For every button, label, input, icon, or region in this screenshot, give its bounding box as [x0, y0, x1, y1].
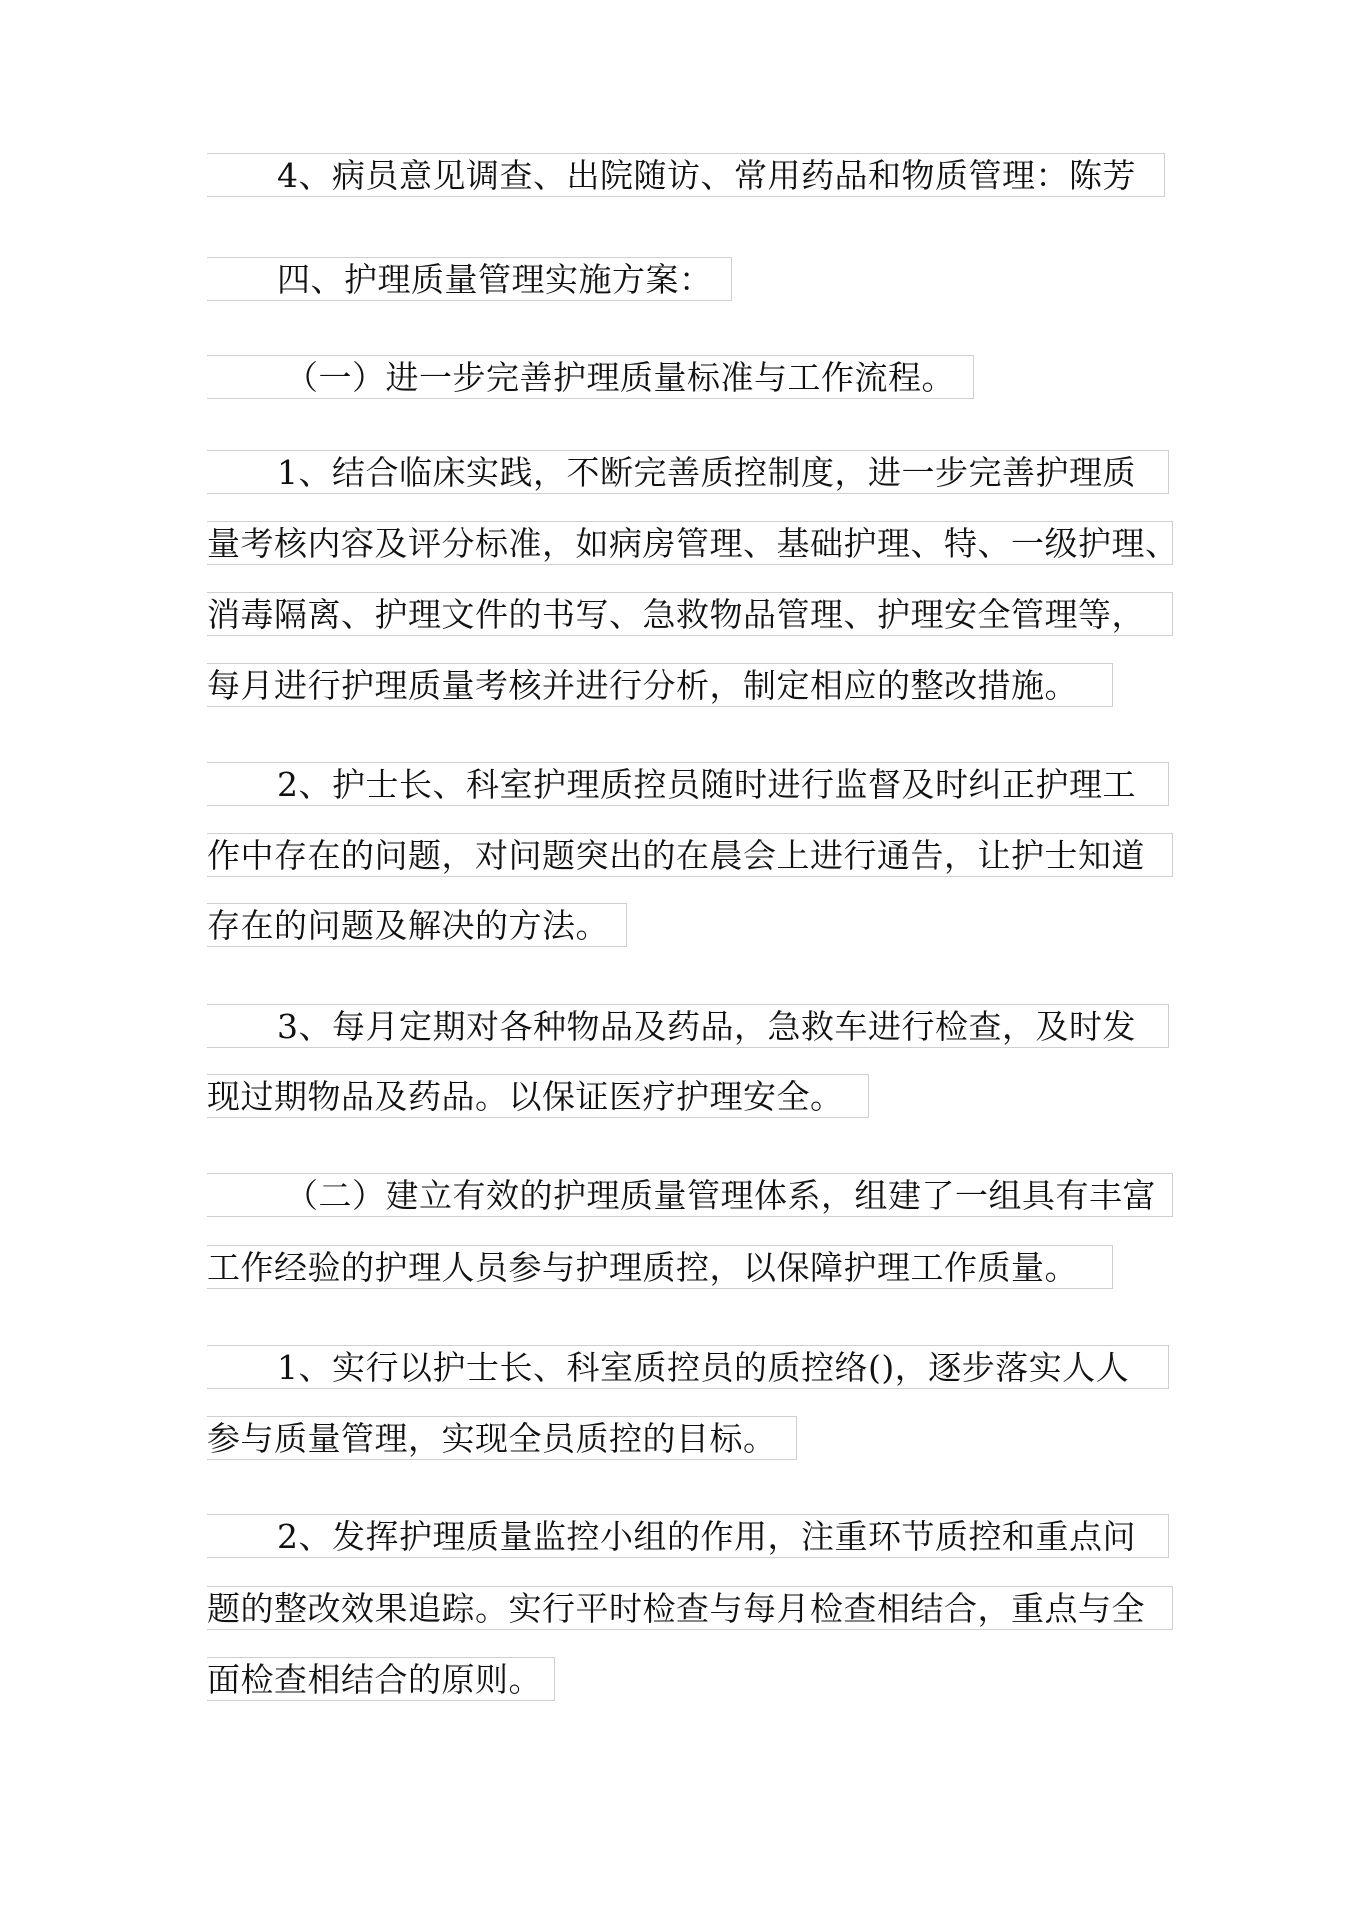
paragraph-line — [207, 1345, 1169, 1389]
paragraph-line — [207, 1245, 1113, 1289]
line-text: 面检查相结合的原则。 — [207, 1660, 542, 1699]
line-text: 参与质量管理，实现全员质控的目标。 — [207, 1419, 777, 1458]
line-text: 量考核内容及评分标准，如病房管理、基础护理、特、一级护理、 — [207, 524, 1179, 563]
line-text: 工作经验的护理人员参与护理质控，以保障护理工作质量。 — [207, 1248, 1078, 1287]
line-text: 作中存在的问题，对问题突出的在晨会上进行通告，让护士知道 — [207, 836, 1145, 875]
line-text: 存在的问题及解决的方法。 — [207, 906, 609, 945]
section-heading — [207, 257, 732, 301]
line-text: （一）进一步完善护理质量标准与工作流程。 — [285, 358, 955, 397]
paragraph-line — [207, 903, 627, 947]
line-text: 每月进行护理质量考核并进行分析，制定相应的整改措施。 — [207, 666, 1078, 705]
paragraph-line — [207, 521, 1179, 565]
subsection-heading — [207, 1173, 1173, 1217]
paragraph-line — [207, 450, 1169, 494]
line-text: 1、结合临床实践，不断完善质控制度，进一步完善护理质 — [277, 453, 1136, 492]
paragraph-line — [207, 1004, 1169, 1048]
line-text: 题的整改效果追踪。实行平时检查与每月检查相结合，重点与全 — [207, 1589, 1145, 1628]
paragraph-line — [207, 1514, 1169, 1558]
paragraph-line — [207, 762, 1169, 806]
line-text: 3、每月定期对各种物品及药品，急救车进行检查，及时发 — [277, 1007, 1136, 1046]
line-text: 消毒隔离、护理文件的书写、急救物品管理、护理安全管理等， — [207, 595, 1145, 634]
paragraph-line — [207, 592, 1173, 636]
paragraph-line — [207, 833, 1173, 877]
line-text: 1、实行以护士长、科室质控员的质控络()，逐步落实人人 — [277, 1348, 1130, 1387]
subsection-heading — [207, 355, 974, 399]
line-text: （二）建立有效的护理质量管理体系，组建了一组具有丰富 — [285, 1176, 1156, 1215]
paragraph-line — [207, 1586, 1173, 1630]
line-text: 现过期物品及药品。以保证医疗护理安全。 — [207, 1077, 844, 1116]
paragraph-line — [207, 1416, 797, 1460]
paragraph-line — [207, 663, 1113, 707]
line-text: 4、病员意见调查、出院随访、常用药品和物质管理：陈芳 — [277, 156, 1136, 195]
paragraph-line — [207, 1074, 869, 1118]
line-text: 四、护理质量管理实施方案： — [277, 260, 713, 299]
paragraph-line — [207, 1657, 555, 1701]
paragraph-line — [207, 153, 1165, 197]
line-text: 2、发挥护理质量监控小组的作用，注重环节质控和重点问 — [277, 1517, 1136, 1556]
line-text: 2、护士长、科室护理质控员随时进行监督及时纠正护理工 — [277, 765, 1136, 804]
